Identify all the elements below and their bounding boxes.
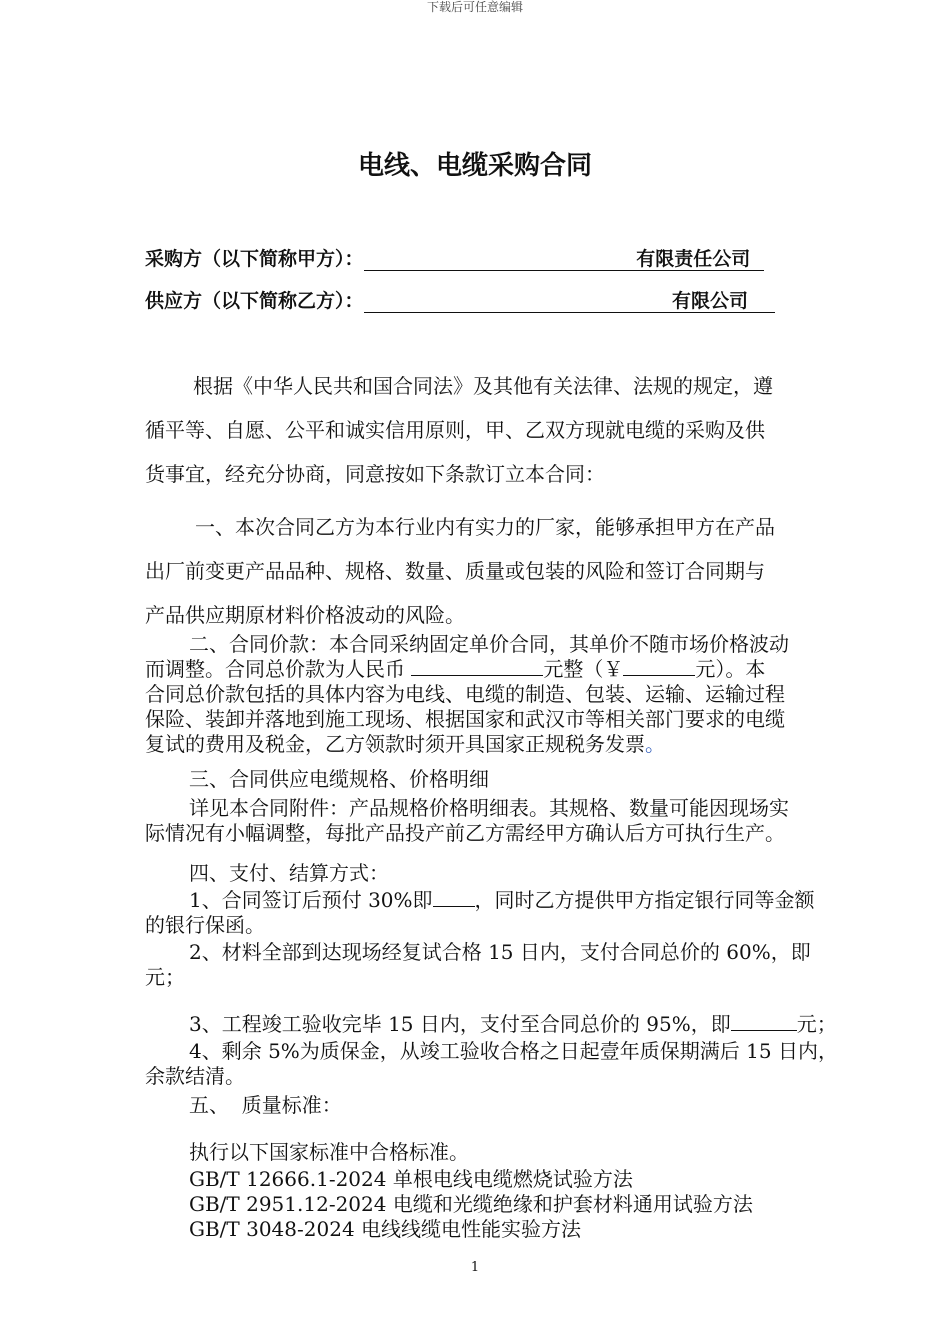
standard-item: GB/T 2951.12-2024 电缆和光缆绝缘和护套材料通用试验方法 (189, 1192, 753, 1216)
clause-5-heading: 五、 质量标准： (189, 1093, 342, 1117)
clause-2 (145, 632, 863, 757)
clause-1-line: 一、本次合同乙方为本行业内有实力的厂家，能够承担甲方在产品 (195, 515, 775, 539)
price-label: 而调整。合同总价款为人民币 (145, 657, 412, 681)
standard-item: GB/T 3048-2024 电线线缆电性能实验方法 (189, 1217, 582, 1241)
payment-item-1-cont: 的银行保函。 (145, 913, 265, 937)
page-title: 电线、电缆采购合同 (357, 151, 592, 181)
clause-2-line: 合同总价款包括的具体内容为电线、电缆的制造、包装、运输、运输过程 (145, 682, 785, 706)
clause-3-heading: 三、合同供应电缆规格、价格明细 (189, 767, 489, 791)
payment-3-text: 3、工程竣工验收完毕 15 日内，支付至合同总价的 95%，即 (189, 1012, 731, 1036)
clause-2-line: 保险、装卸并落地到施工现场、根据国家和武汉市等相关部门要求的电缆 (145, 707, 785, 731)
payment-item-2: 2、材料全部到达现场经复试合格 15 日内，支付合同总价的 60%，即 (189, 940, 811, 964)
buyer-name-blank (364, 248, 764, 271)
payment-item-4: 4、剩余 5%为质保金，从竣工验收合格之日起壹年质保期满后 15 日内， (189, 1039, 838, 1063)
intro-line: 货事宜，经充分协商，同意按如下条款订立本合同： (145, 462, 605, 486)
page-number: 1 (470, 1260, 480, 1275)
intro-line: 根据《中华人民共和国合同法》及其他有关法律、法规的规定，遵 (193, 374, 773, 398)
payment-1-text-b: ，同时乙方提供甲方指定银行同等金额 (474, 888, 815, 912)
clause-2-period: 。 (645, 732, 665, 756)
clause-1-line: 产品供应期原材料价格波动的风险。 (145, 603, 465, 627)
buyer-suffix: 有限责任公司 (636, 248, 751, 270)
clause-2-line: 二、合同价款：本合同采纳固定单价合同，其单价不随市场价格波动 (189, 632, 789, 656)
clause-2-line (145, 657, 863, 682)
clause-5-intro: 执行以下国家标准中合格标准。 (189, 1140, 469, 1164)
clause-1 (145, 505, 863, 637)
clause-5 (145, 1093, 863, 1242)
clause-4-heading: 四、支付、结算方式： (189, 861, 389, 885)
clause-2-line (145, 732, 863, 757)
payment-3-unit: 元； (796, 1012, 837, 1036)
clause-3-line: 详见本合同附件：产品规格价格明细表。其规格、数量可能因现场实 (189, 796, 789, 820)
clause-3 (145, 767, 863, 846)
intro-paragraph (145, 364, 863, 496)
payment-item-2-cont: 元； (145, 965, 185, 989)
standard-item: GB/T 12666.1-2024 单根电线电缆燃烧试验方法 (189, 1167, 633, 1191)
supplier-name-blank (364, 290, 775, 313)
payment-item-1 (145, 888, 863, 913)
price-figure-blank (623, 657, 695, 676)
payment-3-blank (731, 1012, 797, 1031)
payment-1-blank (433, 888, 475, 907)
intro-line: 循平等、自愿、公平和诚实信用原则，甲、乙双方现就电缆的采购及供 (145, 418, 765, 442)
supplier-suffix: 有限公司 (672, 290, 749, 312)
clause-1-line: 出厂前变更产品品种、规格、数量、质量或包装的风险和签订合同期与 (145, 559, 765, 583)
clause-4 (145, 861, 863, 1089)
price-end: 元）。本 (695, 657, 766, 681)
supplier-label: 供应方（以下简称乙方）： (145, 290, 364, 312)
payment-item-3 (145, 1012, 863, 1037)
clause-2-text: 复试的费用及税金，乙方领款时须开具国家正规税务发票 (145, 732, 645, 756)
buyer-line (145, 246, 764, 272)
header-note: 下载后可任意编辑 (426, 0, 523, 14)
clause-3-line: 际情况有小幅调整，每批产品投产前乙方需经甲方确认后方可执行生产。 (145, 821, 785, 845)
payment-item-4-cont: 余款结清。 (145, 1064, 245, 1088)
price-unit: 元整（￥ (543, 657, 624, 681)
buyer-label: 采购方（以下简称甲方）： (145, 248, 364, 270)
payment-1-text: 1、合同签订后预付 30%即 (189, 888, 433, 912)
price-blank (411, 657, 543, 676)
supplier-line (145, 288, 775, 314)
